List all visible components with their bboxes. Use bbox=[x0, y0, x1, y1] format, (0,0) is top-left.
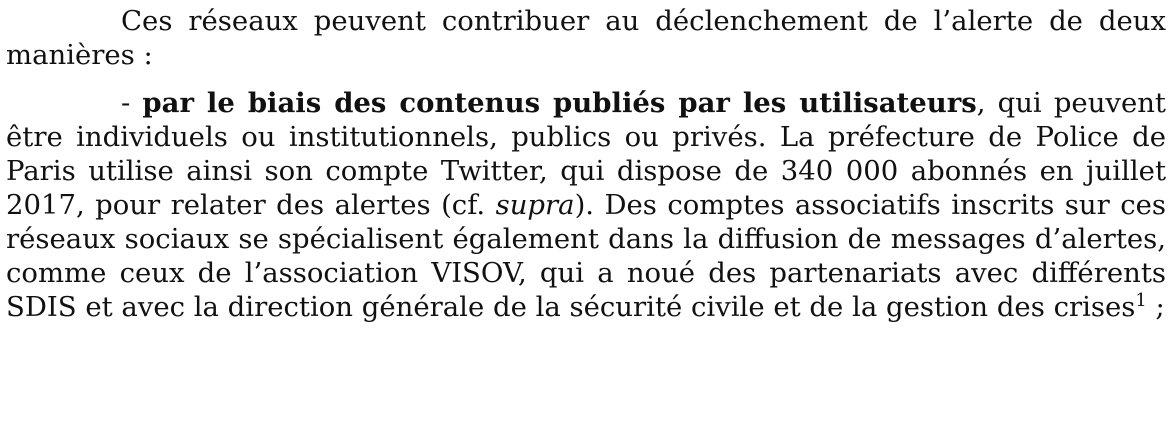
italic-supra: supra bbox=[495, 189, 575, 221]
bullet-dash: - bbox=[121, 87, 143, 119]
document-page bbox=[6, 0, 1166, 324]
paragraph-bullet-user-content bbox=[6, 86, 1166, 324]
paragraph-intro-text: Ces réseaux peuvent contribuer au déclenchement de l’alerte de deux manières : bbox=[6, 5, 1166, 71]
footnote-reference[interactable]: 1 bbox=[1135, 289, 1147, 311]
paragraph-intro bbox=[6, 0, 1166, 72]
paragraph-end: ; bbox=[1146, 291, 1165, 323]
bold-lead-phrase: par le biais des contenus publiés par les utilisateurs bbox=[142, 87, 977, 119]
paragraph-text-part-a: , qui peuvent être individuels ou institutionnels, publics ou privés. La préfecture de Police de Paris utilise ainsi son compte Twitter, qui dispose de 340 000 abonnés en juillet 2017, pour relater des alertes (cf. bbox=[6, 87, 1166, 221]
paragraph-text-part-b: ). Des comptes associatifs inscrits sur ces réseaux sociaux se spécialisent également dans la diffusion de messages d’alertes, comme ceux de l’association VISOV, qui a noué des partenariats avec différents SDIS et avec la direction générale de la sécurité civile et de la gestion des crises bbox=[6, 189, 1166, 323]
